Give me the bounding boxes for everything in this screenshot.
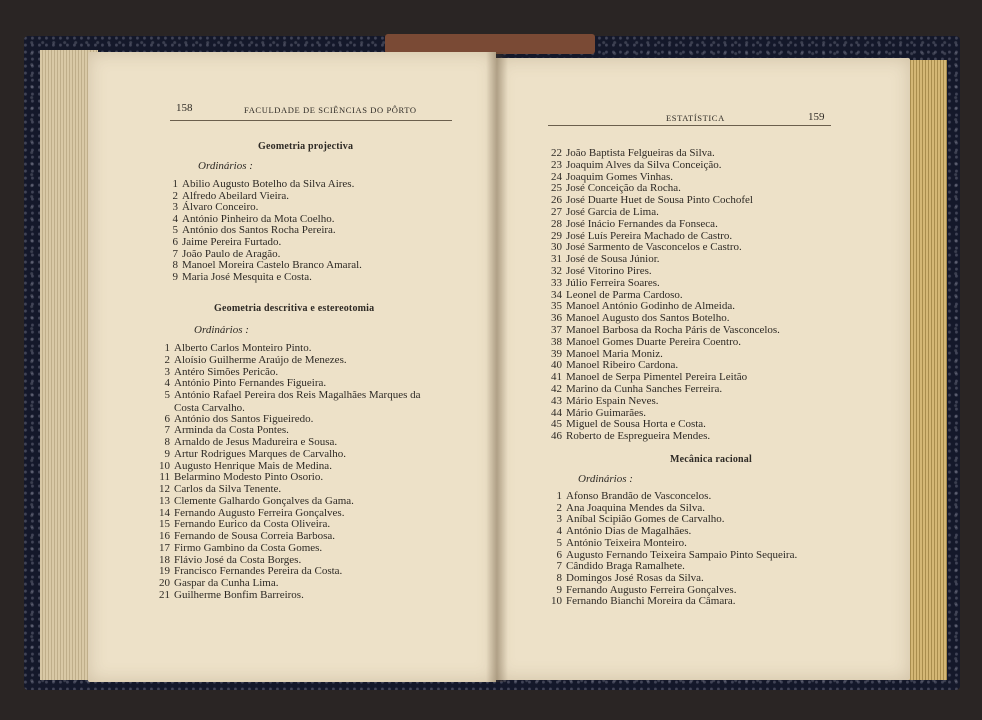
entry-number: 15 <box>159 518 170 531</box>
list-item <box>542 290 683 301</box>
entry-name: António Pinheiro da Mota Coelho. <box>182 212 335 225</box>
left-page <box>88 52 496 682</box>
entry-name: Fernando Eurico da Costa Oliveira. <box>174 518 331 531</box>
list-item <box>150 519 330 530</box>
entry-number: 6 <box>556 548 562 561</box>
entry-number: 28 <box>551 217 562 230</box>
entry-number: 9 <box>172 270 178 283</box>
entry-number: 10 <box>551 595 562 608</box>
entry-name: António dos Santos Rocha Pereira. <box>182 224 336 237</box>
section-subheading: Ordinários : <box>578 473 633 485</box>
entry-name: José Duarte Huet de Sousa Pinto Cochofel <box>566 194 753 207</box>
entry-number: 12 <box>159 483 170 495</box>
list-item <box>150 425 289 436</box>
entry-number: 5 <box>164 389 170 401</box>
entry-number: 24 <box>551 170 562 183</box>
entry-name: Miguel de Sousa Horta e Costa. <box>566 418 706 431</box>
entry-number: 6 <box>172 236 178 248</box>
right-page-number: 159 <box>808 111 825 123</box>
entry-name: Manoel Augusto dos Santos Botelho. <box>566 312 730 325</box>
entry-number: 3 <box>556 513 562 526</box>
list-item <box>542 514 725 525</box>
entry-name: Júlio Ferreira Soares. <box>566 276 660 289</box>
entry-number: 17 <box>159 541 170 554</box>
entry-name: Abilio Augusto Botelho da Silva Aires. <box>182 178 355 190</box>
entry-name: Arnaldo de Jesus Madureira e Sousa. <box>174 436 338 448</box>
entry-name: Manoel Barbosa da Rocha Páris de Vasconcelos. <box>566 324 780 336</box>
list-item <box>164 225 336 236</box>
entry-number: 30 <box>551 241 562 254</box>
list-item <box>150 578 278 589</box>
entry-number: 18 <box>159 553 170 566</box>
list-item <box>150 355 347 366</box>
entry-number: 7 <box>164 424 170 437</box>
entry-name: Mário Espain Neves. <box>566 394 659 407</box>
entry-number: 38 <box>551 335 562 348</box>
entry-name: Alfredo Abeilard Vieira. <box>182 189 289 202</box>
entry-number: 1 <box>172 178 178 190</box>
list-item <box>542 183 681 194</box>
list-item <box>542 219 718 230</box>
entry-number: 37 <box>551 324 562 336</box>
entry-name: Leonel de Parma Cardoso. <box>566 288 683 301</box>
list-item <box>542 561 685 572</box>
entry-name: Mário Guimarães. <box>566 406 647 419</box>
entry-number: 43 <box>551 394 562 407</box>
entry-number: 35 <box>551 300 562 313</box>
entry-name: José Conceição da Rocha. <box>566 182 681 195</box>
entry-number: 27 <box>551 206 562 218</box>
entry-number: 2 <box>164 353 170 366</box>
entry-name: Artur Rodrigues Marques de Carvalho. <box>174 447 346 460</box>
entry-number: 34 <box>551 288 562 301</box>
entry-number: 32 <box>551 265 562 277</box>
section-heading-geometria-descritiva: Geometria descritiva e estereotomia <box>214 303 375 314</box>
entry-number: 40 <box>551 359 562 372</box>
entry-number: 1 <box>164 342 170 354</box>
entry-number: 21 <box>159 588 170 601</box>
entry-number: 3 <box>172 201 178 214</box>
entry-name: Antéro Simões Pericão. <box>174 365 279 378</box>
entry-name: Manoel Moreira Castelo Branco Amaral. <box>182 259 362 272</box>
entry-name: Fernando de Sousa Correia Barbosa. <box>174 530 335 542</box>
list-item <box>542 160 722 171</box>
list-item <box>150 566 342 577</box>
book-gutter <box>486 52 508 682</box>
list-item <box>542 278 660 289</box>
entry-name: José Garcia de Lima. <box>566 206 659 218</box>
entry-name: Manoel Ribeiro Cardona. <box>566 359 679 372</box>
entry-number: 45 <box>551 418 562 431</box>
entry-number: 7 <box>172 247 178 260</box>
list-item <box>150 461 332 472</box>
list-item <box>542 503 705 514</box>
section-subheading: Ordinários : <box>198 160 253 172</box>
entry-name: Fernando Bianchi Moreira da Câmara. <box>566 595 736 608</box>
entry-number: 31 <box>551 253 562 266</box>
list-item <box>150 343 312 354</box>
entry-continuation: Costa Carvalho. <box>174 401 245 414</box>
right-page-edges <box>905 60 947 680</box>
list-item <box>542 207 659 218</box>
entry-number: 46 <box>551 430 562 443</box>
list-item <box>542 301 735 312</box>
list-item <box>164 272 312 283</box>
entry-number: 26 <box>551 194 562 207</box>
entry-number: 4 <box>164 377 170 390</box>
entry-number: 7 <box>556 560 562 573</box>
list-item <box>542 337 741 348</box>
entry-number: 3 <box>164 365 170 378</box>
entry-number: 20 <box>159 577 170 589</box>
list-item <box>542 325 780 336</box>
entry-name: Manoel António Godinho de Almeida. <box>566 300 735 313</box>
entry-name: José de Sousa Júnior. <box>566 253 660 266</box>
section-subheading: Ordinários : <box>194 324 249 336</box>
entry-number: 22 <box>551 147 562 159</box>
list-item <box>150 472 323 483</box>
entry-name: Alberto Carlos Monteiro Pinto. <box>174 342 312 354</box>
entry-name: Maria José Mesquita e Costa. <box>182 270 312 283</box>
entry-number: 23 <box>551 158 562 171</box>
entry-name: Ana Joaquina Mendes da Silva. <box>566 501 705 514</box>
list-item <box>164 202 258 213</box>
entry-number: 9 <box>556 583 562 596</box>
right-running-head: ESTATÍSTICA <box>666 113 725 123</box>
list-item <box>542 419 706 430</box>
entry-number: 6 <box>164 412 170 425</box>
list-item <box>150 508 344 519</box>
entry-name: António Pinto Fernandes Figueira. <box>174 377 327 390</box>
list-item <box>542 242 742 253</box>
entry-name: Arminda da Costa Pontes. <box>174 424 289 437</box>
list-item <box>150 437 337 448</box>
entry-number: 4 <box>556 525 562 538</box>
entry-number: 16 <box>159 530 170 542</box>
entry-name: Roberto de Espregueira Mendes. <box>566 430 711 443</box>
entry-name: António dos Santos Figueiredo. <box>174 412 314 425</box>
entry-name: Cândido Braga Ramalhete. <box>566 560 685 573</box>
entry-name: João Baptista Felgueiras da Silva. <box>566 147 715 159</box>
entry-name: António Rafael Pereira dos Reis Magalhães Marques da <box>174 389 421 401</box>
list-item <box>542 148 715 159</box>
list-item <box>542 384 722 395</box>
book-spine-leather <box>385 34 595 54</box>
entry-number: 19 <box>159 565 170 578</box>
list-item <box>542 550 797 561</box>
entry-number: 5 <box>556 536 562 549</box>
entry-name: Augusto Henrique Mais de Medina. <box>174 459 332 472</box>
list-item <box>542 491 711 502</box>
entry-name: Domingos José Rosas da Silva. <box>566 571 704 584</box>
entry-name: Aloísio Guilherme Araújo de Menezes. <box>174 353 347 366</box>
list-item <box>164 191 289 202</box>
list-item <box>150 531 335 542</box>
entry-name: Belarmino Modesto Pinto Osorio. <box>174 471 324 484</box>
right-header-rule <box>548 125 831 126</box>
entry-name: Joaquim Alves da Silva Conceição. <box>566 158 722 171</box>
entry-number: 14 <box>159 506 170 519</box>
right-page <box>496 58 910 680</box>
entry-number: 2 <box>556 501 562 514</box>
left-running-head: FACULDADE DE SCIÊNCIAS DO PÔRTO <box>244 105 417 115</box>
list-item <box>542 526 691 537</box>
entry-name: Manoel Maria Moniz. <box>566 347 663 360</box>
list-item <box>150 590 304 601</box>
entry-name: José Luís Pereira Machado de Castro. <box>566 229 733 242</box>
list-item <box>150 414 313 425</box>
list-item <box>150 449 346 460</box>
entry-number: 25 <box>551 182 562 195</box>
entry-name: Marino da Cunha Sanches Ferreira. <box>566 383 723 395</box>
entry-number: 42 <box>551 383 562 395</box>
entry-name: Jaime Pereira Furtado. <box>182 236 282 248</box>
list-item <box>542 573 704 584</box>
entry-name: Clemente Galhardo Gonçalves da Gama. <box>174 494 354 507</box>
list-item <box>542 231 732 242</box>
entry-name: Guilherme Bonfim Barreiros. <box>174 588 304 601</box>
entry-number: 8 <box>172 259 178 272</box>
list-item <box>542 266 652 277</box>
list-item <box>542 431 710 442</box>
entry-name: José Inácio Fernandes da Fonseca. <box>566 217 718 230</box>
list-item <box>542 195 753 206</box>
entry-name: Joaquim Gomes Vinhas. <box>566 170 673 183</box>
section-heading-geometria-projectiva: Geometria projectiva <box>258 141 354 152</box>
left-page-number: 158 <box>176 102 193 114</box>
list-item <box>542 408 646 419</box>
left-header-rule <box>170 120 452 121</box>
entry-number: 4 <box>172 212 178 225</box>
list-item <box>542 596 736 607</box>
list-item <box>150 390 421 401</box>
list-item <box>150 555 301 566</box>
list-item <box>542 372 747 383</box>
entry-name: Manoel de Serpa Pimentel Pereira Leitão <box>566 371 748 384</box>
entry-name: Afonso Brandão de Vasconcelos. <box>566 490 712 502</box>
entry-name: Fernando Augusto Ferreira Gonçalves. <box>174 506 345 519</box>
list-item <box>150 496 354 507</box>
entry-number: 1 <box>556 490 562 502</box>
list-item <box>150 543 322 554</box>
list-item <box>542 313 729 324</box>
list-item <box>164 179 354 190</box>
entry-number: 41 <box>551 371 562 384</box>
list-item <box>164 214 334 225</box>
list-item <box>150 484 281 495</box>
list-item <box>542 349 663 360</box>
list-item <box>542 538 687 549</box>
entry-number: 44 <box>551 406 562 419</box>
list-item <box>542 172 673 183</box>
list-item <box>542 396 659 407</box>
list-item <box>164 260 362 271</box>
entry-number: 8 <box>164 436 170 448</box>
entry-name: José Sarmento de Vasconcelos e Castro. <box>566 241 742 254</box>
entry-name: Manoel Gomes Duarte Pereira Coentro. <box>566 335 742 348</box>
list-item <box>164 237 281 248</box>
entry-number: 5 <box>172 224 178 237</box>
entry-number: 36 <box>551 312 562 325</box>
list-item <box>542 360 678 371</box>
entry-name: António Dias de Magalhães. <box>566 525 692 538</box>
list-item <box>542 585 736 596</box>
entry-number: 9 <box>164 447 170 460</box>
entry-name: Augusto Fernando Teixeira Sampaio Pinto Sequeira. <box>566 548 798 561</box>
entry-number: 13 <box>159 494 170 507</box>
entry-name: Firmo Gambino da Costa Gomes. <box>174 541 323 554</box>
entry-name: Flávio José da Costa Borges. <box>174 553 302 566</box>
entry-name: Fernando Augusto Ferreira Gonçalves. <box>566 583 737 596</box>
entry-number: 39 <box>551 347 562 360</box>
section-heading-mecanica-racional: Mecânica racional <box>670 454 752 465</box>
entry-number: 2 <box>172 189 178 202</box>
list-item <box>542 254 660 265</box>
entry-number: 8 <box>556 571 562 584</box>
entry-number: 11 <box>159 471 170 484</box>
list-item <box>150 367 278 378</box>
entry-name: Francisco Fernandes Pereira da Costa. <box>174 565 343 578</box>
entry-number: 29 <box>551 229 562 242</box>
entry-name: João Paulo de Aragão. <box>182 247 281 260</box>
entry-name: José Vitorino Pires. <box>566 265 652 277</box>
entry-name: Carlos da Silva Tenente. <box>174 483 282 495</box>
entry-name: Gaspar da Cunha Lima. <box>174 577 279 589</box>
entry-name: António Teixeira Monteiro. <box>566 536 687 549</box>
entry-number: 10 <box>159 459 170 472</box>
entry-name: Álvaro Conceiro. <box>182 201 259 214</box>
list-item <box>164 249 280 260</box>
list-item <box>150 378 326 389</box>
entry-name: Aníbal Scipião Gomes de Carvalho. <box>566 513 725 526</box>
entry-number: 33 <box>551 276 562 289</box>
